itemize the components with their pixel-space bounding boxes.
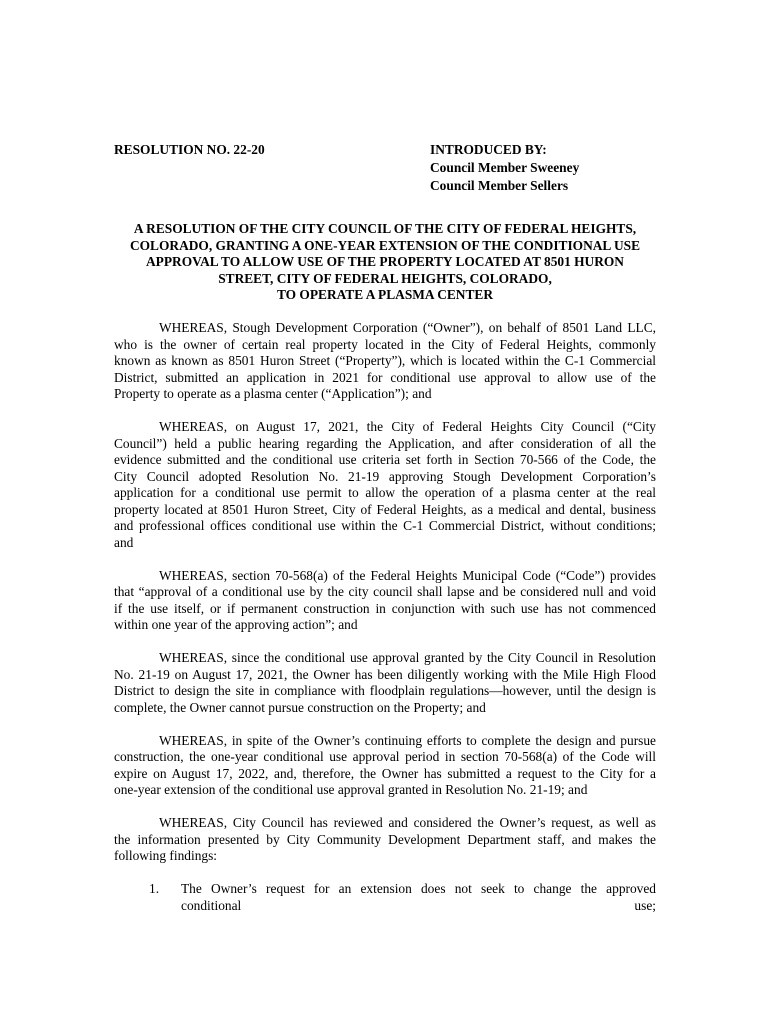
text-line: WHEREAS, section 70-568(a) of the Federal Heights Municipal Code (“Code”) provides bbox=[159, 567, 656, 583]
text-line: the information presented by City Community Development Department staff, and makes the bbox=[114, 831, 656, 847]
text-line: WHEREAS, City Council has reviewed and considered the Owner’s request, as well as bbox=[159, 815, 656, 830]
sponsor-name: Council Member Sweeney bbox=[430, 160, 580, 175]
text-line: District, submitted an application in 2021 for conditional use approval to allow use of the bbox=[114, 369, 656, 385]
text-line: property located at 8501 Huron Street, City of Federal Heights, as a medical and dental, business bbox=[114, 501, 656, 517]
whereas-paragraph bbox=[114, 733, 656, 799]
resolution-title bbox=[114, 221, 656, 304]
finding-item bbox=[149, 881, 656, 914]
text-line: application for a conditional use permit to allow the operation of a plasma center at the real bbox=[114, 485, 656, 500]
resolution-number: RESOLUTION NO. 22-20 bbox=[114, 142, 265, 157]
text-line: and professional offices conditional use within the C-1 Commercial District, without conditions; bbox=[114, 518, 656, 533]
text-line: that “approval of a conditional use by the city council shall lapse and be considered null and void bbox=[114, 584, 656, 599]
finding-number: 1. bbox=[149, 881, 160, 896]
whereas-paragraph bbox=[114, 419, 656, 551]
title-line: APPROVAL TO ALLOW USE OF THE PROPERTY LOCATED AT 8501 HURON bbox=[146, 254, 624, 270]
text-line: WHEREAS, on August 17, 2021, the City of Federal Heights City Council (“City bbox=[159, 419, 656, 434]
text-line: Council”) held a public hearing regarding the Application, and after consideration of all the bbox=[114, 435, 656, 451]
whereas-paragraph bbox=[114, 650, 656, 716]
whereas-paragraph bbox=[114, 320, 656, 403]
text-line: WHEREAS, since the conditional use approval granted by the City Council in Resolution bbox=[159, 650, 656, 665]
text-line: District to design the site in compliance with floodplain regulations—however, until the design is bbox=[114, 683, 656, 698]
title-line: STREET, CITY OF FEDERAL HEIGHTS, COLORADO, bbox=[218, 270, 552, 286]
title-line: TO OPERATE A PLASMA CENTER bbox=[276, 287, 494, 303]
text-line: who is the owner of certain real property located in the City of Federal Heights, commonly bbox=[114, 336, 656, 352]
text-line: if the use itself, or if permanent construction in conjunction with such use has not commenced bbox=[114, 600, 656, 616]
text-line: The Owner’s request for an extension does not seek to change the approved bbox=[181, 881, 656, 896]
whereas-paragraph bbox=[114, 568, 656, 634]
text-line: construction, the one-year conditional use approval period in section 70-568(a) of the Code will bbox=[114, 749, 656, 764]
text-line: No. 21-19 on August 17, 2021, the Owner has been diligently working with the Mile High Flood bbox=[114, 666, 656, 682]
whereas-paragraph bbox=[114, 815, 656, 865]
resolution-body bbox=[114, 320, 656, 931]
introduced-by-block bbox=[430, 141, 579, 195]
title-line: COLORADO, GRANTING A ONE-YEAR EXTENSION OF THE CONDITIONAL USE bbox=[129, 237, 641, 253]
text-line: WHEREAS, Stough Development Corporation (“Owner”), on behalf of 8501 Land LLC, bbox=[159, 320, 656, 335]
text-line: known as known as 8501 Huron Street (“Property”), which is located within the C-1 Commercial bbox=[114, 353, 656, 368]
text-line: within one year of the approving action”; and bbox=[114, 617, 358, 632]
text-line: Property to operate as a plasma center (“Application”); and bbox=[114, 386, 432, 401]
text-line: following findings: bbox=[114, 848, 218, 863]
text-line: City Council adopted Resolution No. 21-19 approving Stough Development Corporation’s bbox=[114, 468, 656, 484]
text-line: evidence submitted and the conditional use criteria set forth in Section 70-566 of the Code, the bbox=[114, 452, 656, 467]
text-line: WHEREAS, in spite of the Owner’s continuing efforts to complete the design and pursue bbox=[159, 732, 656, 748]
text-line: one-year extension of the conditional use approval granted in Resolution No. 21-19; and bbox=[114, 782, 588, 797]
sponsor-name: Council Member Sellers bbox=[430, 178, 569, 193]
text-line: conditional use; bbox=[181, 897, 656, 913]
introduced-by-label: INTRODUCED BY: bbox=[430, 142, 547, 157]
text-line: expire on August 17, 2022, and, therefore, the Owner has submitted a request to the City for a bbox=[114, 765, 656, 781]
text-line: and bbox=[114, 534, 134, 550]
title-line: A RESOLUTION OF THE CITY COUNCIL OF THE CITY OF FEDERAL HEIGHTS, bbox=[133, 221, 637, 236]
text-line: complete, the Owner cannot pursue construction on the Property; and bbox=[114, 699, 486, 715]
